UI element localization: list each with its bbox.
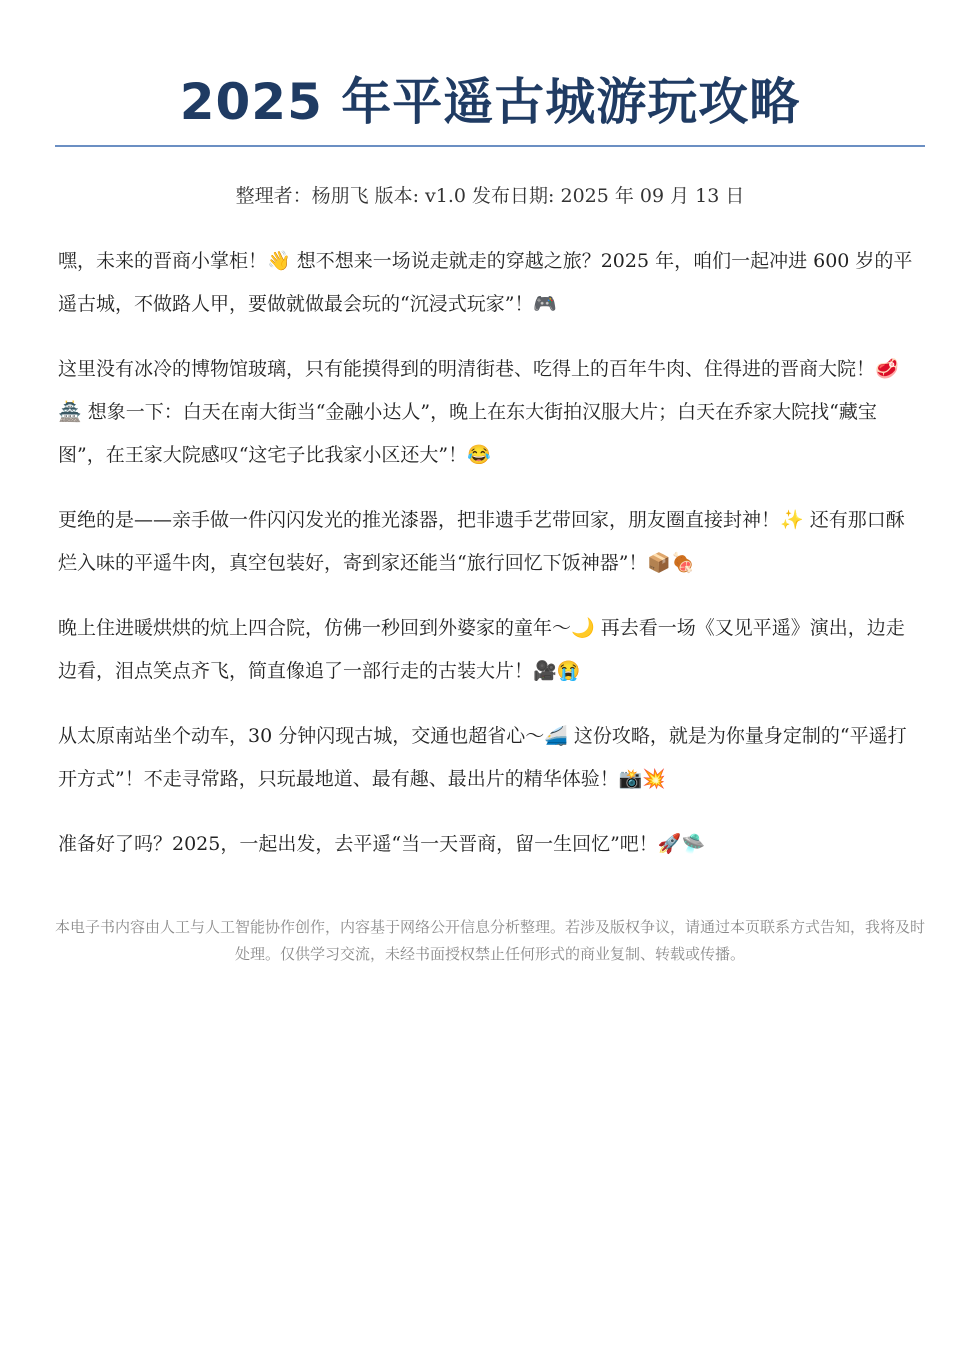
document-title: 2025 年平遥古城游玩攻略: [179, 73, 801, 131]
paragraph-closing: 准备好了吗？2025，一起出发，去平遥“当一天晋商，留一生回忆”吧！🚀🛸: [58, 833, 706, 855]
paragraph-intro: 嘿，未来的晋商小掌柜！👋 想不想来一场说走就走的穿越之旅？2025 年，咱们一起冲进 600 岁的平遥古城，不做路人甲，要做就做最会玩的“沉浸式玩家”！🎮: [58, 250, 913, 315]
title-divider: [55, 145, 925, 147]
copyright-disclaimer: 本电子书内容由人工与人工智能协作创作，内容基于网络公开信息分析整理。若涉及版权争议，请通过本页联系方式告知，我将及时处理。仅供学习交流，未经书面授权禁止任何形式的商业复制、转载或传播。: [55, 918, 926, 963]
paragraph-crafts-food: 更绝的是——亲手做一件闪闪发光的推光漆器，把非遗手艺带回家，朋友圈直接封神！✨ 还有那口酥烂入味的平遥牛肉，真空包装好，寄到家还能当“旅行回忆下饭神器”！📦🍖: [58, 509, 905, 574]
paragraph-transport: 从太原南站坐个动车，30 分钟闪现古城，交通也超省心～🚄 这份攻略，就是为你量身定制的“平遥打开方式”！不走寻常路，只玩最地道、最有趣、最出片的精华体验！📸💥: [58, 725, 907, 790]
document-meta: 整理者：杨朋飞 版本: v1.0 发布日期: 2025 年 09 月 13 日: [235, 185, 745, 207]
paragraph-courtyards: 这里没有冰冷的博物馆玻璃，只有能摸得到的明清街巷、吃得上的百年牛肉、住得进的晋商大院！🥩🏯 想象一下：白天在南大街当“金融小达人”，晚上在东大街拍汉服大片；白天在乔家大院找“藏宝图”，在王家大院感叹“这宅子比我家小区还大”！😂: [58, 358, 899, 466]
document-body: [58, 240, 920, 888]
paragraph-night-show: 晚上住进暖烘烘的炕上四合院，仿佛一秒回到外婆家的童年～🌙 再去看一场《又见平遥》演出，边走边看，泪点笑点齐飞，简直像追了一部行走的古装大片！🎥😭: [58, 617, 905, 682]
